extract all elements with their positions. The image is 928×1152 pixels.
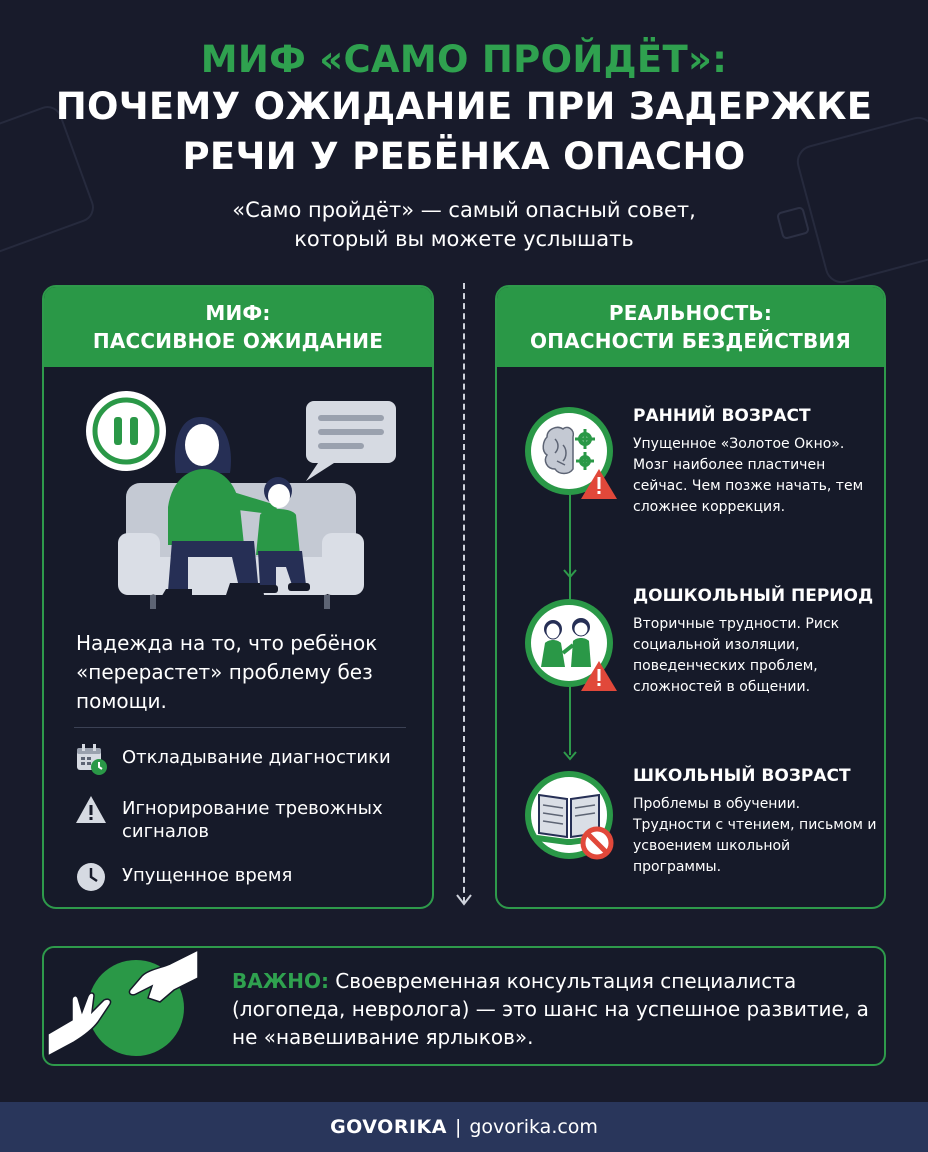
stage-text	[633, 405, 879, 518]
children-icon	[519, 597, 619, 697]
speech-bubble-icon	[306, 401, 396, 481]
footer-brand: GOVORIKA	[330, 1116, 447, 1138]
footer-separator: |	[454, 1116, 462, 1138]
reality-heading-line-1: РЕАЛЬНОСТЬ:	[608, 301, 773, 325]
myth-item-label: Игнорирование тревожных сигналов	[122, 798, 383, 842]
myth-description: Надежда на то, что ребёнок «перерастет» проблему без помощи.	[76, 631, 378, 713]
myth-heading-line-2: ПАССИВНОЕ ОЖИДАНИЕ	[92, 329, 384, 353]
myth-item-label: Упущенное время	[122, 865, 293, 886]
parent-child-waiting-illustration	[80, 387, 400, 627]
reality-heading-line-2: ОПАСНОСТИ БЕЗДЕЙСТВИЯ	[530, 329, 851, 353]
book-icon	[519, 765, 619, 865]
myth-list	[74, 742, 414, 909]
myth-heading-line-1: МИФ:	[205, 301, 271, 325]
center-divider	[463, 283, 465, 903]
clock-icon	[74, 860, 108, 894]
stage-text	[633, 765, 879, 878]
list-item	[74, 860, 414, 894]
subtitle-line-2: который вы можете услышать	[294, 227, 634, 251]
stage-title: ДОШКОЛЬНЫЙ ПЕРИОД	[633, 586, 874, 606]
footer	[0, 1102, 928, 1152]
reality-panel-header	[497, 287, 884, 367]
stage-body: Вторичные трудности. Риск социальной изоляции, поведенческих проблем, сложностей в общении.	[633, 616, 840, 695]
warning-triangle-icon	[74, 793, 108, 827]
stage-title: РАННИЙ ВОЗРАСТ	[633, 406, 811, 426]
stage-title: ШКОЛЬНЫЙ ВОЗРАСТ	[633, 766, 851, 786]
stage-body: Проблемы в обучении. Трудности с чтением, письмом и усвоением школьной программы.	[633, 796, 877, 875]
title-line-2: ПОЧЕМУ ОЖИДАНИЕ ПРИ ЗАДЕРЖКЕ	[55, 85, 873, 128]
reality-panel	[495, 285, 886, 909]
helping-hands-icon	[48, 946, 208, 1066]
stage-school-age	[519, 765, 879, 895]
timeline-arrow-icon	[563, 751, 577, 761]
pause-icon	[86, 391, 166, 471]
myth-panel	[42, 285, 434, 909]
subtitle-line-1: «Само пройдёт» — самый опасный совет,	[232, 198, 696, 222]
myth-separator	[74, 727, 406, 728]
myth-panel-header	[44, 287, 432, 367]
list-item	[74, 742, 414, 776]
timeline-arrow-icon	[563, 569, 577, 579]
brain-gears-icon	[519, 405, 619, 505]
important-note-text	[232, 967, 872, 1051]
title-line-3: РЕЧИ У РЕБЁНКА ОПАСНО	[182, 135, 746, 178]
title-line-1: МИФ «САМО ПРОЙДЁТ»:	[200, 38, 728, 81]
stage-text	[633, 585, 879, 698]
header	[0, 38, 928, 254]
myth-item-label: Откладывание диагностики	[122, 747, 391, 768]
subtitle	[0, 196, 928, 254]
calendar-clock-icon	[74, 742, 108, 776]
stage-body: Упущенное «Золотое Окно». Мозг наиболее пластичен сейчас. Чем позже начать, тем сложнее коррекция.	[633, 436, 864, 515]
important-body: Своевременная консультация специалиста (логопеда, невролога) — это шанс на успешное развитие, а не «навешивание ярлыков».	[232, 969, 869, 1049]
stage-early-age	[519, 405, 879, 535]
divider-arrow-icon	[455, 893, 473, 907]
footer-url[interactable]: govorika.com	[469, 1116, 598, 1138]
important-label: ВАЖНО:	[232, 969, 329, 993]
list-item	[74, 793, 414, 843]
stage-preschool	[519, 585, 879, 725]
